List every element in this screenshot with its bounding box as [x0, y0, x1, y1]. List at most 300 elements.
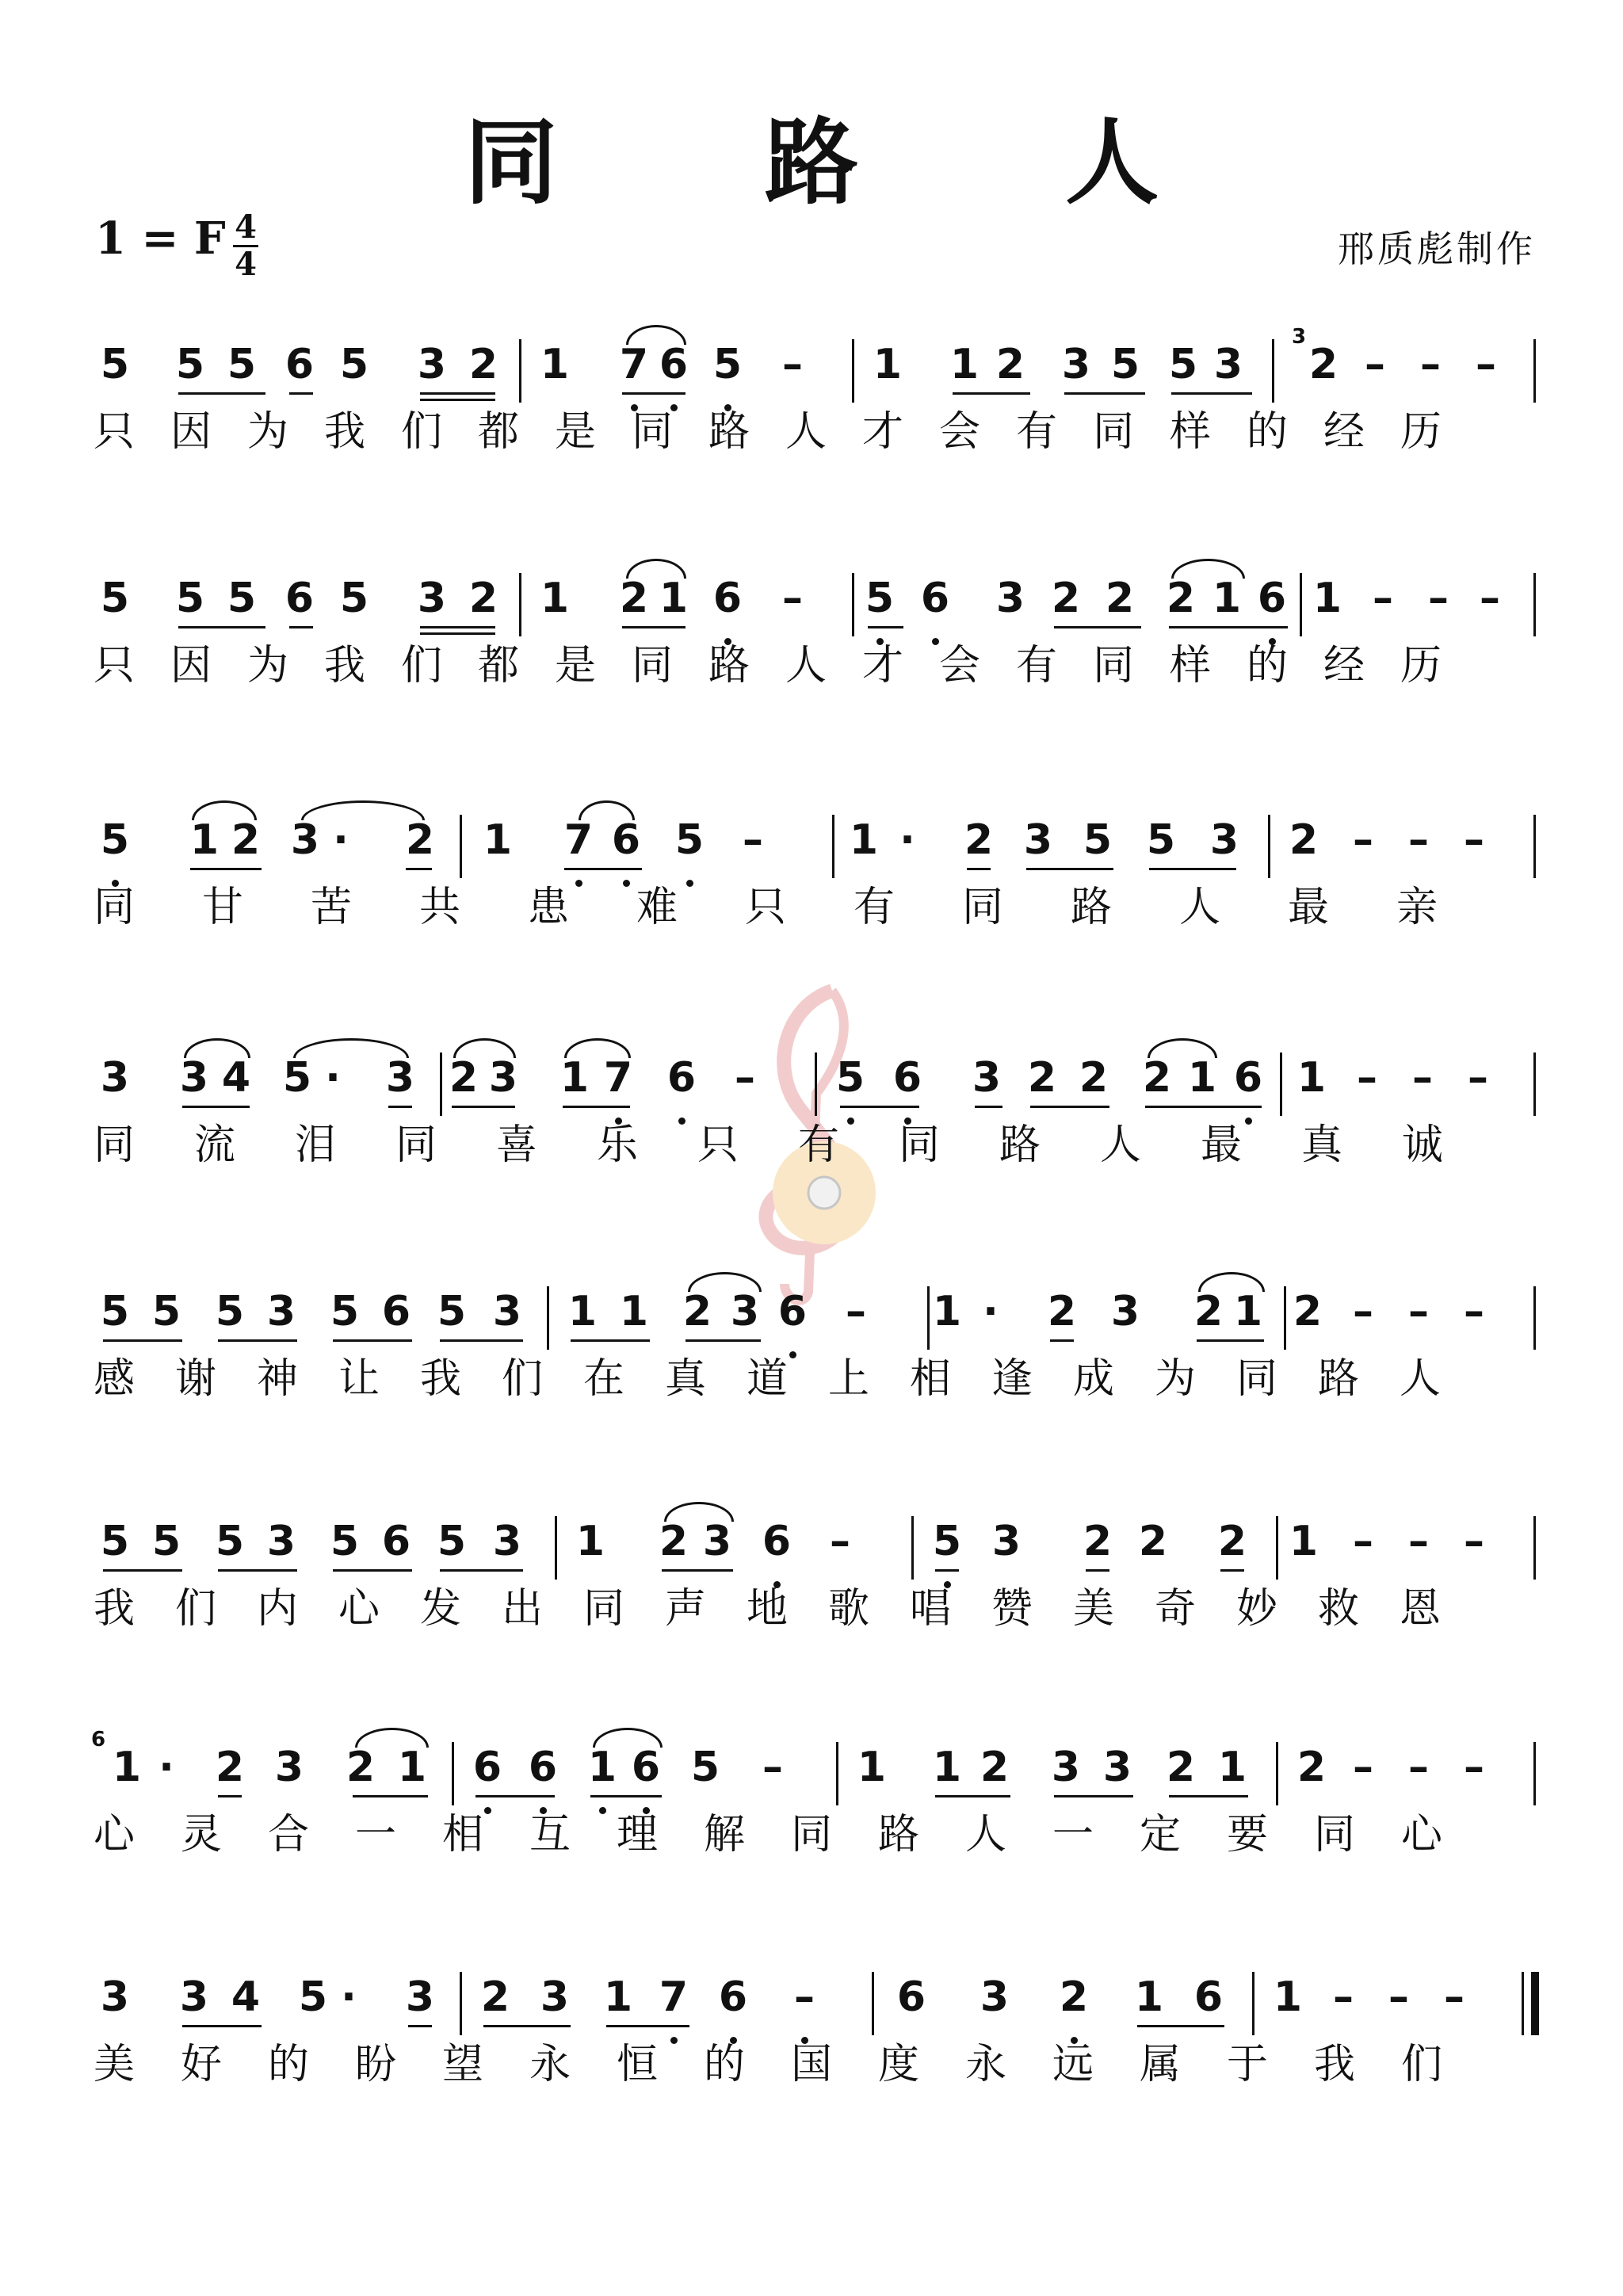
note: 2 [1293, 1288, 1323, 1335]
note: 3 [1051, 1744, 1081, 1791]
grace-note: 6 [91, 1728, 106, 1752]
lyrics-line [0, 1355, 1623, 1411]
note: 6 [892, 1054, 922, 1102]
note: 3 [266, 1288, 296, 1335]
note: 5 [151, 1288, 181, 1335]
note: 2 [1217, 1518, 1247, 1565]
note: 6 [472, 1744, 502, 1791]
barline [1272, 339, 1274, 403]
underline [935, 1795, 1010, 1797]
barline [460, 1972, 462, 2035]
note: 1 [659, 575, 689, 622]
underline [1050, 1339, 1074, 1342]
note: 5 [339, 575, 369, 622]
note: 3 [290, 816, 320, 864]
note: 5 [298, 1973, 328, 2021]
score-row [0, 1502, 1623, 1700]
note: 6 [1193, 1973, 1224, 2021]
tie-arc [192, 800, 257, 820]
note: 1 [397, 1744, 427, 1791]
note: 6 [762, 1518, 792, 1565]
note: 5 [215, 1518, 245, 1565]
key-signature: 1 = F [95, 212, 226, 265]
underline [967, 868, 991, 870]
note: 5 [690, 1744, 720, 1791]
tie-arc [593, 1728, 663, 1748]
note: 3 [492, 1518, 522, 1565]
note: 2 [1083, 1518, 1113, 1565]
lyrics-text: 只因为我们都是同路人才会有同样的经历 [94, 408, 1478, 456]
note: 4 [231, 1973, 261, 2021]
double-underline [420, 632, 495, 635]
note: 3 [179, 1054, 209, 1102]
note: 1 [575, 1518, 605, 1565]
lyrics-line [0, 1585, 1623, 1641]
underline [1026, 868, 1113, 870]
lyrics-text: 同流泪同喜乐只有同路人最真诚 [94, 1121, 1503, 1169]
note: 5 [1110, 341, 1140, 388]
note: 5 [100, 575, 130, 622]
note: 2 [995, 341, 1025, 388]
barline [555, 1516, 557, 1580]
song-title: 同 路 人 [464, 107, 1247, 217]
lyrics-text: 同甘苦共患难只有同路人最亲 [94, 884, 1506, 931]
note: 3 [417, 341, 447, 388]
underline [182, 2025, 262, 2027]
note: – [762, 1744, 783, 1791]
underline [289, 626, 313, 628]
note: 5 [330, 1288, 360, 1335]
barline [927, 1286, 930, 1350]
notes-line [0, 800, 1623, 896]
lyrics-line [0, 1811, 1623, 1866]
note: 3 [980, 1973, 1010, 2021]
note: – [1353, 1288, 1373, 1335]
note: 6 [1233, 1054, 1263, 1102]
note: – [1353, 816, 1373, 864]
note: 1 [873, 341, 903, 388]
note: · [341, 1973, 357, 2021]
note: 6 [666, 1054, 697, 1102]
note: – [1353, 1744, 1373, 1791]
note: 2 [231, 816, 261, 864]
note: 6 [285, 341, 315, 388]
note: – [1333, 1973, 1354, 2021]
underline [1054, 1795, 1133, 1797]
note: 6 [712, 575, 743, 622]
note: · [333, 816, 349, 864]
notes-line [0, 1038, 1623, 1133]
note: 5 [227, 341, 257, 388]
tie-arc [688, 1272, 762, 1292]
barline [1533, 815, 1536, 878]
note: 5 [835, 1054, 865, 1102]
note: 1 [540, 575, 570, 622]
note: 5 [175, 341, 205, 388]
note: 1 [189, 816, 220, 864]
note: 5 [100, 341, 130, 388]
barline [815, 1052, 817, 1116]
note: 2 [405, 816, 435, 864]
note: 2 [1142, 1054, 1172, 1102]
note: 3 [100, 1973, 130, 2021]
note: 5 [865, 575, 895, 622]
note: 2 [1027, 1054, 1057, 1102]
underline [218, 1795, 242, 1797]
note: 7 [659, 1973, 689, 2021]
note: – [1408, 1288, 1429, 1335]
note: 5 [437, 1518, 467, 1565]
note: 1 [932, 1744, 962, 1791]
note: 5 [330, 1518, 360, 1565]
underline [452, 1106, 515, 1108]
underline [289, 392, 313, 395]
underline [1220, 1569, 1244, 1572]
note: 2 [980, 1744, 1010, 1791]
note: 3 [266, 1518, 296, 1565]
note: 6 [285, 575, 315, 622]
lyrics-line [0, 2041, 1623, 2096]
note: 1 [1217, 1744, 1247, 1791]
note: 6 [631, 1744, 661, 1791]
note: – [1420, 341, 1441, 388]
underline [103, 1339, 182, 1342]
note: 6 [528, 1744, 558, 1791]
underline [1169, 1795, 1248, 1797]
note: – [1464, 1288, 1484, 1335]
notes-line [0, 559, 1623, 654]
note: 5 [1168, 341, 1198, 388]
author-credit: 邢质彪制作 [1338, 227, 1536, 270]
barline [440, 1052, 442, 1116]
note: – [830, 1518, 850, 1565]
underline [420, 392, 495, 395]
note: 6 [777, 1288, 808, 1335]
note: 2 [1047, 1288, 1077, 1335]
barline [852, 573, 854, 636]
note: 3 [1213, 341, 1243, 388]
final-barline-thin [1522, 1972, 1524, 2035]
barline [1533, 1286, 1536, 1350]
barline [519, 339, 521, 403]
note: 3 [1209, 816, 1239, 864]
underline [563, 1106, 630, 1108]
note: 3 [991, 1518, 1022, 1565]
underline [218, 1569, 297, 1572]
barline [460, 815, 462, 878]
tie-arc [1198, 1272, 1265, 1292]
underline [1030, 1106, 1109, 1108]
score-row [0, 325, 1623, 523]
grace-note: 3 [1292, 325, 1307, 349]
barline [1276, 1742, 1278, 1805]
underline [606, 2025, 689, 2027]
barline [1533, 573, 1536, 636]
note: 6 [659, 341, 689, 388]
underline [953, 392, 1030, 395]
note: – [1408, 1518, 1429, 1565]
barline [1276, 1516, 1278, 1580]
note: 1 [1273, 1973, 1303, 2021]
note: 3 [1102, 1744, 1132, 1791]
note: 2 [1296, 1744, 1327, 1791]
note: 3 [972, 1054, 1002, 1102]
note: 3 [488, 1054, 518, 1102]
tie-arc [579, 800, 635, 820]
score-row [0, 1728, 1623, 1926]
score-row [0, 1958, 1623, 2156]
note: 1 [112, 1744, 142, 1791]
note: 3 [702, 1518, 732, 1565]
note: 6 [920, 575, 950, 622]
note: 3 [492, 1288, 522, 1335]
note: 1 [857, 1744, 887, 1791]
note: 2 [346, 1744, 376, 1791]
note: 5 [175, 575, 205, 622]
barline [911, 1516, 914, 1580]
note: – [1464, 1744, 1484, 1791]
note: 5 [932, 1518, 962, 1565]
note: – [1408, 1744, 1429, 1791]
time-signature [230, 210, 262, 282]
note: 2 [619, 575, 649, 622]
lyrics-line [0, 642, 1623, 697]
note: 2 [1079, 1054, 1109, 1102]
note: 6 [381, 1518, 411, 1565]
barline [1533, 1516, 1536, 1580]
underline [1086, 1569, 1109, 1572]
underline [1169, 626, 1288, 628]
underline [685, 1339, 761, 1342]
note: – [782, 341, 803, 388]
note: 2 [1059, 1973, 1089, 2021]
note: – [1476, 341, 1496, 388]
note: 6 [896, 1973, 926, 2021]
note: 1 [619, 1288, 649, 1335]
note: 2 [1166, 575, 1196, 622]
note: 3 [1061, 341, 1091, 388]
underline [1064, 392, 1145, 395]
note: 7 [619, 341, 649, 388]
note: – [1388, 1973, 1409, 2021]
note: 1 [559, 1054, 590, 1102]
barline [836, 1742, 838, 1805]
note: 3 [274, 1744, 304, 1791]
note: 5 [282, 1054, 312, 1102]
note: 5 [1146, 816, 1176, 864]
underline [420, 626, 495, 628]
note: 5 [674, 816, 705, 864]
note: – [1464, 1518, 1484, 1565]
note: – [1365, 341, 1385, 388]
note: 2 [1166, 1744, 1196, 1791]
note: – [1357, 1054, 1377, 1102]
underline [1149, 868, 1236, 870]
note: 1 [483, 816, 513, 864]
tie-arc [184, 1038, 250, 1058]
barline [1300, 573, 1302, 636]
note: – [782, 575, 803, 622]
note: 5 [151, 1518, 181, 1565]
note: 5 [437, 1288, 467, 1335]
note: 3 [405, 1973, 435, 2021]
note: – [1408, 816, 1429, 864]
double-underline [420, 399, 495, 401]
note: 2 [964, 816, 994, 864]
note: 2 [1105, 575, 1135, 622]
underline [178, 626, 265, 628]
note: 5 [712, 341, 743, 388]
underline [868, 626, 903, 628]
note: 6 [381, 1288, 411, 1335]
underline [440, 1569, 523, 1572]
barline [852, 339, 854, 403]
lyrics-line [0, 884, 1623, 939]
underline [353, 1795, 428, 1797]
note: 5 [100, 1288, 130, 1335]
note: 6 [611, 816, 641, 864]
notes-line [0, 1502, 1623, 1597]
note: 2 [1308, 341, 1338, 388]
note: 1 [603, 1973, 633, 2021]
note: 3 [1110, 1288, 1140, 1335]
underline [1145, 1106, 1262, 1108]
note: 4 [221, 1054, 251, 1102]
note: 5 [227, 575, 257, 622]
underline [388, 1106, 412, 1108]
tie-arc [301, 800, 425, 820]
tie-arc [355, 1728, 429, 1748]
underline [1197, 1339, 1264, 1342]
underline [571, 1339, 650, 1342]
underline [408, 2025, 432, 2027]
underline [975, 1106, 1002, 1108]
notes-line [0, 1728, 1623, 1823]
barline [1252, 1972, 1254, 2035]
score-row [0, 559, 1623, 757]
score-row [0, 1038, 1623, 1236]
tie-arc [1171, 559, 1245, 579]
barline [519, 573, 521, 636]
note: – [846, 1288, 866, 1335]
note: 1 [587, 1744, 617, 1791]
note: · [325, 1054, 341, 1102]
note: 1 [1134, 1973, 1164, 2021]
notes-line [0, 1272, 1623, 1367]
underline [590, 1795, 662, 1797]
note: 3 [100, 1054, 130, 1102]
underline [1137, 2025, 1224, 2027]
note: 3 [540, 1973, 570, 2021]
tie-arc [564, 1038, 631, 1058]
note: 5 [215, 1288, 245, 1335]
underline [662, 1569, 733, 1572]
note: · [899, 816, 915, 864]
underline [103, 1569, 182, 1572]
score-row [0, 800, 1623, 999]
note: 3 [730, 1288, 760, 1335]
note: – [1468, 1054, 1488, 1102]
note: · [158, 1744, 174, 1791]
underline [182, 1106, 250, 1108]
note: 2 [215, 1744, 245, 1791]
time-signature-bottom: 4 [235, 246, 257, 283]
underline [218, 1339, 297, 1342]
underline [935, 1569, 959, 1572]
note: 1 [540, 341, 570, 388]
note: – [735, 1054, 755, 1102]
underline [333, 1569, 412, 1572]
barline [832, 815, 834, 878]
note: 1 [567, 1288, 598, 1335]
note: 3 [179, 1973, 209, 2021]
barline [872, 1972, 874, 2035]
score-row [0, 1272, 1623, 1470]
note: – [1428, 575, 1449, 622]
note: 5 [1083, 816, 1113, 864]
note: 2 [1289, 816, 1319, 864]
note: 3 [995, 575, 1025, 622]
note: 2 [468, 575, 498, 622]
note: 1 [1187, 1054, 1217, 1102]
tie-arc [626, 559, 686, 579]
lyrics-text: 心灵合一相互理解同路人一定要同心 [94, 1811, 1489, 1859]
note: 1 [1212, 575, 1242, 622]
barline [1533, 1052, 1536, 1116]
lyrics-text: 美好的盼望永恒的国度永远属于我们 [94, 2041, 1489, 2088]
tie-arc [1148, 1038, 1217, 1058]
note: 1 [949, 341, 980, 388]
note: 1 [932, 1288, 962, 1335]
note: 2 [480, 1973, 510, 2021]
note: – [743, 816, 763, 864]
note: 1 [1312, 575, 1342, 622]
barline [1533, 339, 1536, 403]
barline [1284, 1286, 1286, 1350]
underline [840, 1106, 919, 1108]
underline [333, 1339, 412, 1342]
note: 3 [417, 575, 447, 622]
note: 3 [385, 1054, 415, 1102]
underline [406, 868, 432, 870]
barline [1268, 815, 1270, 878]
note: 2 [1193, 1288, 1224, 1335]
lyrics-line [0, 1121, 1623, 1177]
note: – [1464, 816, 1484, 864]
note: 2 [449, 1054, 479, 1102]
note: 2 [659, 1518, 689, 1565]
lyrics-text: 只因为我们都是同路人才会有同样的经历 [94, 642, 1478, 690]
note: 2 [682, 1288, 712, 1335]
lyrics-text: 感谢神让我们在真道上相逢成为同路人 [94, 1355, 1482, 1403]
underline [564, 868, 642, 870]
final-barline-thick [1531, 1972, 1539, 2035]
note: 2 [1138, 1518, 1168, 1565]
underline [1171, 392, 1252, 395]
lyrics-line [0, 408, 1623, 464]
tie-arc [626, 325, 686, 345]
barline [1533, 1742, 1536, 1805]
note: 3 [1023, 816, 1053, 864]
underline [190, 868, 262, 870]
notes-line [0, 1958, 1623, 2053]
note: 5 [100, 1518, 130, 1565]
note: – [1353, 1518, 1373, 1565]
note: 5 [100, 816, 130, 864]
note: 2 [1051, 575, 1081, 622]
note: 7 [603, 1054, 633, 1102]
barline [1280, 1052, 1282, 1116]
